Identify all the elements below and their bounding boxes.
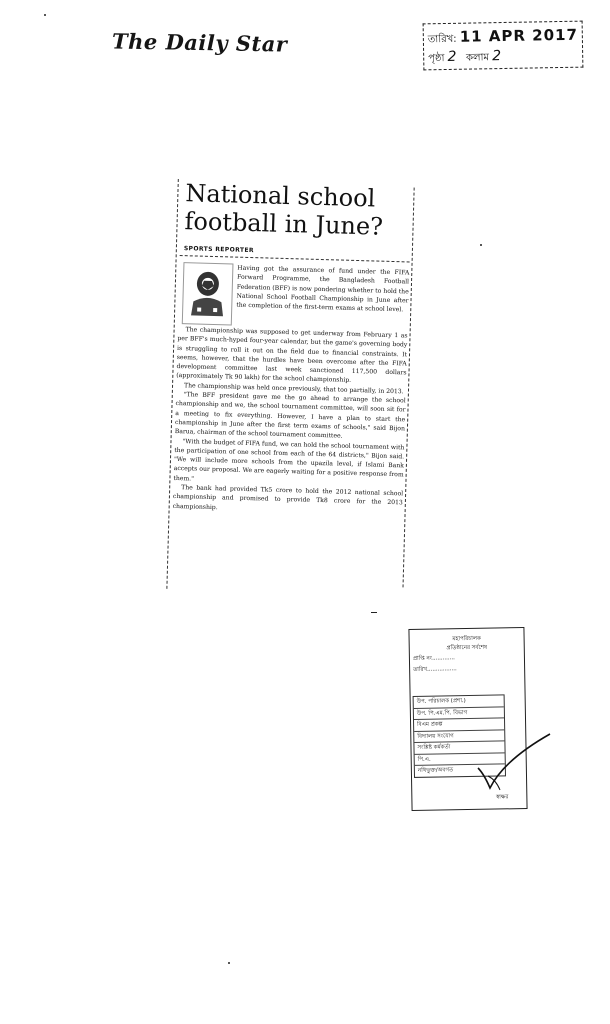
page-label: পৃষ্ঠা (428, 53, 445, 65)
football-logo-image (182, 262, 234, 325)
article-paragraph: The bank had provided Tk5 crore to hold the 2012 national school championship and promised to provide Tk8 crore for the 2013 championship. (172, 484, 404, 511)
article-body (173, 325, 408, 517)
receipt-number-line: প্রাপ্তি নং............. (412, 655, 455, 662)
receipt-date-line: তারিখ................. (413, 666, 457, 673)
scan-speck (480, 244, 482, 246)
article-headline: National school football in June? (184, 179, 384, 241)
newspaper-masthead: The Daily Star (111, 28, 288, 57)
routing-row: উপ. পরিচালক (প্রশা.) (414, 695, 504, 708)
routing-row: পি.এ. (415, 753, 505, 766)
routing-row: সংশ্লিষ্ট কর্মকর্তা (414, 741, 504, 754)
article-paragraph: "The BFF president gave me the go ahead to arrange the school championship and we, the school tournament committee, will soon sit for a meeting to fix everything. However, I have a plan to start the championship in June after the first term exams of schools," said Bijon Barua, chairman of the school tournament committee. (174, 391, 406, 440)
byline-divider (180, 255, 410, 262)
scan-speck (228, 962, 230, 964)
page-number: 2 (447, 48, 457, 65)
column-label: কলাম (465, 52, 490, 64)
scan-speck (44, 14, 46, 16)
article-paragraph: The championship was supposed to get underway from February 1 as per BFF's much-hyped four-year calendar, but the game's governing body is struggling to roll it out on the field due to financial constraints. It seems, however, that the hurdles have been overcome after the FIFA development committee last week sanctioned 117,500 dollars (approximately Tk 90 lakh) for the school championship. (176, 326, 408, 385)
stamp-subheader: প্রতিষ্ঠানের সর্বশেষ (446, 644, 488, 652)
scan-speck (371, 612, 377, 613)
stamp-footer: স্বাক্ষর (495, 794, 509, 801)
stamp-header: মহাপরিচালক (452, 635, 481, 643)
routing-row: নথিভুক্ত/অবগত (417, 767, 454, 774)
handwritten-check-mark (474, 730, 554, 800)
routing-row: বিএম প্রকল্প (414, 718, 504, 731)
date-value: 11 APR 2017 (459, 25, 579, 46)
routing-row: উপ. পি.এম.পি. বিভাগ (414, 707, 504, 720)
routing-row: বিদ্যালয় সংযোগ (414, 730, 504, 743)
date-label: তারিখ (427, 33, 454, 46)
article-byline: SPORTS REPORTER (183, 245, 255, 255)
column-number: 2 (491, 48, 502, 65)
article-paragraph: The championship was held once previously, that too partially, in 2013. (183, 381, 404, 396)
article-paragraph: "With the budget of FIFA fund, we can hold the school tournament with the participation of one school from each of the 64 districts," Bijon said. "We will include more schools from the upazila level, if Islami Bank accepts our proposal. We are eagerly waiting for a positive response from them." (173, 437, 405, 483)
date-page-stamp: তারিখ: 11 APR 2017 পৃষ্ঠা 2 কলাম 2 (423, 21, 584, 71)
newspaper-clipping (148, 170, 414, 607)
article-lead-paragraph: Having got the assurance of fund under the FIFA Forward Programme, the Bangladesh Football Federation (BFF) is now pondering whether to hold the National School Football Championship in June after the completion of the first-term exams at school level. (236, 264, 410, 314)
